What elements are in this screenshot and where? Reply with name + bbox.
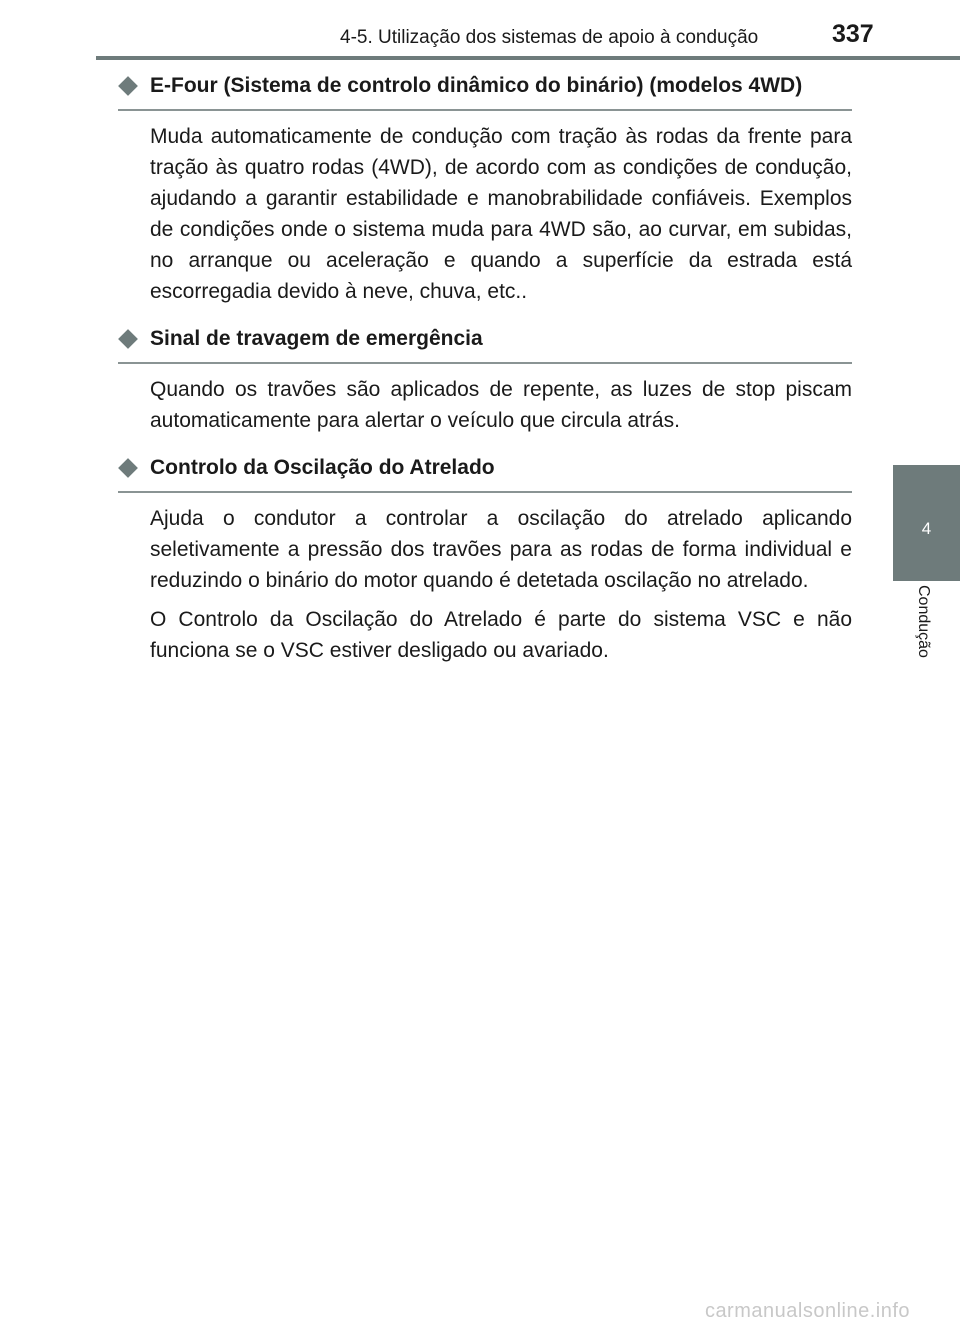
watermark: carmanualsonline.info	[704, 1300, 910, 1322]
section-title-text: E-Four (Sistema de controlo dinâmico do binário) (modelos 4WD)	[150, 74, 803, 97]
section-title-text: Sinal de travagem de emergência	[150, 327, 483, 350]
section-title-text: Controlo da Oscilação do Atrelado	[150, 456, 495, 479]
section-trailer-sway-control	[118, 452, 852, 666]
page-number: 337	[832, 20, 874, 48]
section-title	[118, 452, 852, 483]
section-heading: 4-5. Utilização dos sistemas de apoio à condução	[340, 27, 759, 48]
section-title	[118, 323, 852, 354]
page-header	[0, 0, 960, 56]
diamond-bullet-icon	[118, 76, 138, 96]
section-title	[118, 70, 852, 101]
section-divider	[118, 491, 852, 493]
page-content	[118, 70, 852, 666]
section-paragraph: Muda automaticamente de condução com tração às rodas da frente para tração às quatro rodas (4WD), de acordo com as condições de condução, ajudando a garantir estabilidade e manobrabilidade confiáveis. Exemplos de condições onde o sistema muda para 4WD são, ao curvar, em subidas, no arranque ou aceleração e quando a superfície da estrada está escorregadia devido à neve, chuva, etc..	[150, 125, 852, 303]
diamond-bullet-icon	[118, 329, 138, 349]
header-divider	[96, 56, 960, 60]
section-emergency-brake-signal	[118, 323, 852, 436]
chapter-tab	[893, 465, 960, 581]
section-divider	[118, 362, 852, 364]
section-paragraph: Quando os travões são aplicados de repente, as luzes de stop piscam automaticamente para alertar o veículo que circula atrás.	[150, 378, 852, 432]
section-e-four	[118, 70, 852, 307]
chapter-label-text: Condução	[915, 585, 932, 658]
diamond-bullet-icon	[118, 458, 138, 478]
chapter-label	[896, 585, 936, 705]
section-paragraph: O Controlo da Oscilação do Atrelado é parte do sistema VSC e não funciona se o VSC estiver desligado ou avariado.	[150, 608, 852, 662]
section-paragraph: Ajuda o condutor a controlar a oscilação do atrelado aplicando seletivamente a pressão dos travões para as rodas de forma individual e reduzindo o binário do motor quando é detetada oscilação no atrelado.	[150, 507, 852, 592]
section-divider	[118, 109, 852, 111]
chapter-number: 4	[921, 519, 932, 538]
